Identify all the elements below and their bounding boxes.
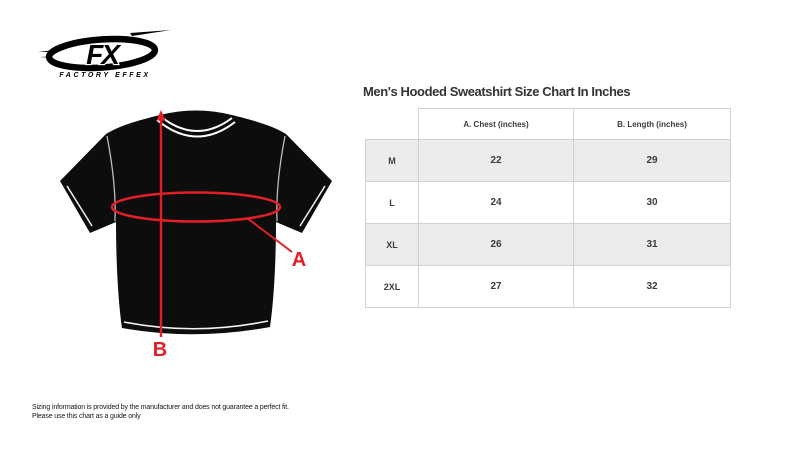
size-cell: L (366, 182, 419, 224)
corner-cell (366, 109, 419, 140)
chest-value: 26 (419, 224, 574, 266)
disclaimer-line1: Sizing information is provided by the manufacturer and does not guarantee a perfect fit. (32, 404, 289, 411)
size-row-xl (366, 224, 731, 266)
length-value: 32 (574, 266, 731, 308)
disclaimer-line2: Please use this chart as a guide only (32, 413, 141, 420)
size-chart-table (365, 108, 731, 308)
length-value: 31 (574, 224, 731, 266)
size-cell: M (366, 140, 419, 182)
fx-logo-monogram: FX (86, 39, 118, 70)
tshirt-diagram (40, 95, 340, 375)
header-row (366, 109, 731, 140)
chest-value: 22 (419, 140, 574, 182)
size-row-m (366, 140, 731, 182)
logo-wordmark: FACTORY EFFEX (59, 72, 151, 79)
chest-value: 24 (419, 182, 574, 224)
size-row-l (366, 182, 731, 224)
size-cell: 2XL (366, 266, 419, 308)
measure-label-b: B (152, 339, 168, 361)
footer-disclaimer (32, 403, 289, 421)
column-header-length: B. Length (inches) (574, 109, 731, 140)
measure-label-a: A (291, 249, 307, 271)
length-value: 30 (574, 182, 731, 224)
page-title: Men's Hooded Sweatshirt Size Chart In Inches (363, 84, 631, 99)
length-value: 29 (574, 140, 731, 182)
size-cell: XL (366, 224, 419, 266)
size-row-2xl (366, 266, 731, 308)
chest-value: 27 (419, 266, 574, 308)
column-header-chest: A. Chest (inches) (419, 109, 574, 140)
factory-effex-logo (38, 26, 173, 80)
